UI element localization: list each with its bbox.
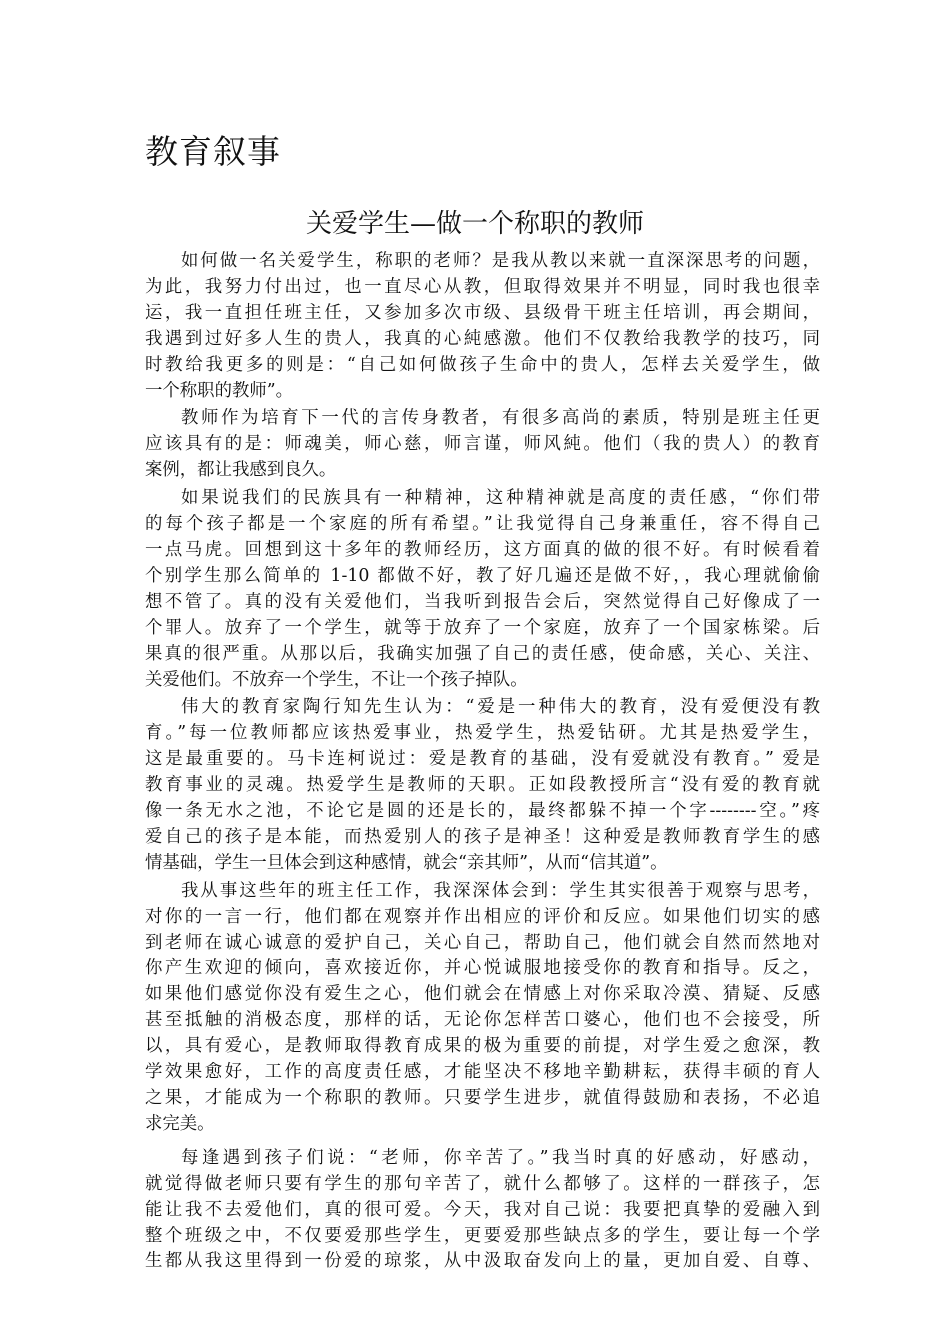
paragraph-line: 教育事业的灵魂。热爱学生是教师的天职。正如段教授所言“没有爱的教育就	[145, 775, 820, 796]
paragraph-line: 如果他们感觉你没有爱生之心，他们就会在情感上对你采取冷漠、猜疑、反感	[145, 984, 820, 1005]
paragraph-line: 案例，都让我感到良久。	[145, 460, 337, 481]
paragraph-line: 个别学生那么简单的 1-10 都做不好，教了好几遍还是做不好，，我心理就偷偷	[145, 565, 820, 586]
paragraph-line: 想不管了。真的没有关爱他们，当我听到报告会后，突然觉得自己好像成了一	[145, 591, 820, 612]
paragraph-line: 以，具有爱心，是教师取得教育成果的极为重要的前提，对学生爱之愈深，教	[145, 1036, 820, 1057]
paragraph-line: 教师作为培育下一代的言传身教者，有很多高尚的素质，特别是班主任更	[181, 408, 820, 429]
paragraph-line: 整个班级之中，不仅要爱那些学生，更要爱那些缺点多的学生，要让每一个学	[145, 1225, 820, 1246]
paragraph-line: 像一条无水之池，不论它是圆的还是长的，最终都躲不掉一个字--------空。”疼	[145, 801, 820, 822]
paragraph-line: 如何做一名关爱学生，称职的老师？是我从教以来就一直深深思考的问题，	[181, 251, 820, 271]
paragraph-line: 个罪人。放弃了一个学生，就等于放弃了一个家庭，放弃了一个国家栋梁。后	[145, 617, 820, 638]
paragraph-line: 育。”每一位教师都应该热爱事业，热爱学生，热爱钻研。尤其是热爱学生，	[145, 723, 820, 744]
article-title: 关爱学生—做一个称职的教师	[305, 209, 644, 239]
paragraph-line: 的每个孩子都是一个家庭的所有希望。”让我觉得自己身兼重任，容不得自己	[145, 514, 820, 535]
paragraph	[145, 249, 820, 404]
paragraph-line: 甚至抵触的消极态度，那样的话，无论你怎样苦口婆心，他们也不会接受，所	[145, 1010, 820, 1031]
paragraph-line: 就觉得做老师只要有学生的那句辛苦了，就什么都够了。这样的一群孩子，怎	[145, 1173, 820, 1194]
paragraph-line: 之果，才能成为一个称职的教师。只要学生进步，就值得鼓励和表扬，不必追	[145, 1088, 820, 1108]
paragraph-line: 求完美。	[145, 1113, 215, 1134]
paragraph-line: 一点马虎。回想到这十多年的教师经历，这方面真的做的很不好。有时候看着	[145, 539, 820, 560]
paragraph-line: 运，我一直担任班主任，又参加多次市级、县级骨干班主任培训，再会期间，	[145, 302, 820, 323]
paragraph-line: 时教给我更多的则是：“自己如何做孩子生命中的贵人，怎样去关爱学生，做	[145, 354, 820, 375]
paragraph-line: 生都从我这里得到一份爱的琼浆，从中汲取奋发向上的量，更加自爱、自尊、	[145, 1251, 820, 1272]
paragraph-line: 关爱他们。不放弃一个学生，不让一个孩子掉队。	[145, 669, 528, 690]
paragraph-line: 如果说我们的民族具有一种精神，这种精神就是高度的责任感，“你们带	[181, 488, 820, 509]
article-body	[145, 249, 820, 1277]
paragraph-line: 能让我不去爱他们，真的很可爱。今天，我对自己说：我要把真挚的爱融入到	[145, 1199, 820, 1220]
paragraph	[145, 486, 820, 693]
paragraph-line: 为此，我努力付出过，也一直尽心从教，但取得效果并不明显，同时我也很幸	[145, 276, 820, 297]
paragraph-line: 应该具有的是：师魂美，师心慈，师言谨，师风純。他们（我的贵人）的教育	[145, 434, 820, 455]
paragraph-line: 到老师在诚心诚意的爱护自己，关心自己，帮助自己，他们就会自然而然地对	[145, 932, 820, 953]
paragraph-line: 我遇到过好多人生的贵人，我真的心純感激。他们不仅教给我教学的技巧，同	[145, 328, 820, 349]
document-heading: 教育叙事	[145, 132, 281, 171]
paragraph	[145, 879, 820, 1138]
paragraph-line: 你产生欢迎的倾向，喜欢接近你，并心悦诚服地接受你的教育和指导。反之，	[145, 958, 820, 979]
paragraph-line: 每逢遇到孩子们说：“老师，你辛苦了。”我当时真的好感动，好感动，	[181, 1147, 820, 1168]
paragraph-line: 对你的一言一行，他们都在观察并作出相应的评价和反应。如果他们切实的感	[145, 906, 820, 927]
paragraph-line: 伟大的教育家陶行知先生认为：“爱是一种伟大的教育，没有爱便没有教	[181, 697, 820, 718]
paragraph-line: 情基础，学生一旦体会到这种感情，就会“亲其师”，从而“信其道”。	[145, 852, 668, 873]
paragraph	[145, 1146, 820, 1276]
paragraph-line: 果真的很严重。从那以后，我确实加强了自己的责任感，使命感，关心、关注、	[145, 643, 820, 664]
paragraph-line: 这是最重要的。马卡连柯说过：爱是教育的基础，没有爱就没有教育。” 爱是	[145, 749, 820, 770]
paragraph	[145, 695, 820, 876]
paragraph-line: 爱自己的孩子是本能，而热爱别人的孩子是神圣！这种爱是教师教育学生的感	[145, 826, 820, 847]
paragraph-line: 一个称职的教师”。	[145, 380, 294, 401]
paragraph-line: 我从事这些年的班主任工作，我深深体会到：学生其实很善于观察与思考，	[181, 880, 820, 901]
paragraph-line: 学效果愈好，工作的高度责任感，才能坚决不移地辛勤耕耘，获得丰硕的育人	[145, 1062, 820, 1083]
paragraph	[145, 406, 820, 484]
